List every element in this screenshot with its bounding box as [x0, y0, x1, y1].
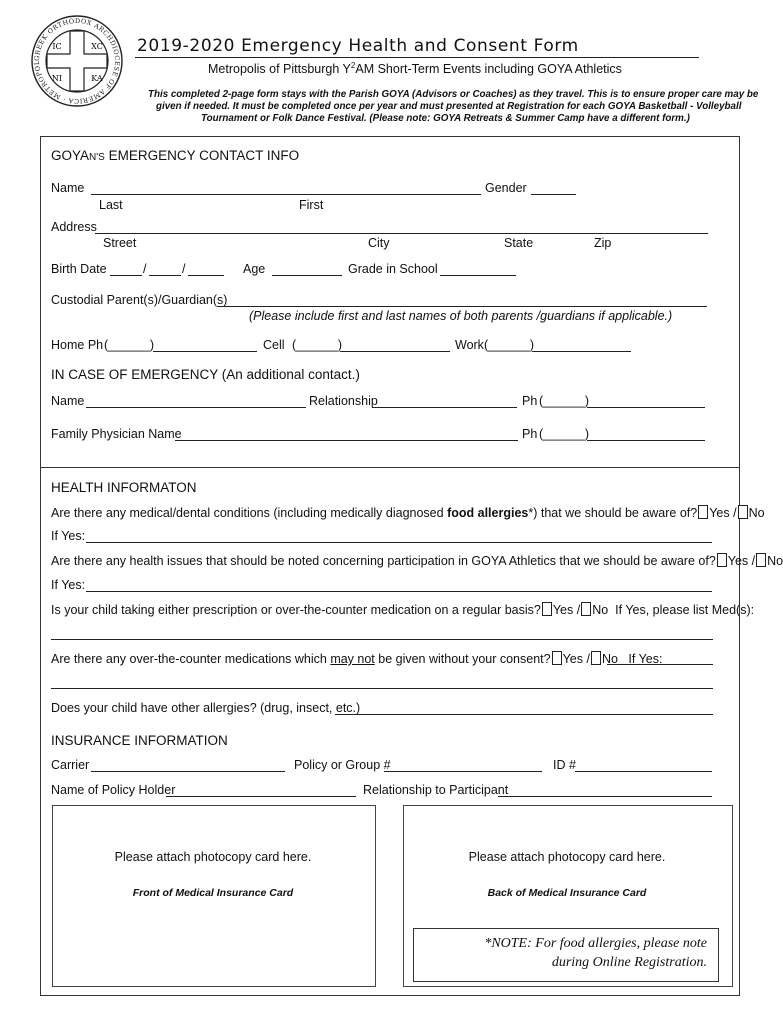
emergency-name-label: Name — [51, 394, 85, 408]
state-caption: State — [504, 236, 534, 250]
name-label: Name — [51, 181, 85, 195]
emergency-ph-area[interactable]: (______) — [539, 394, 590, 408]
birth-year-field[interactable] — [188, 275, 224, 276]
cell-label: Cell — [263, 338, 285, 352]
note-line-1: *NOTE: For food allergies, please note — [484, 936, 707, 951]
birth-day-field[interactable] — [149, 275, 181, 276]
health-q1-text: Are there any medical/dental conditions (including medically diagnosed — [51, 506, 448, 520]
physician-ph-area[interactable]: (______) — [539, 427, 590, 441]
custodial-label: Custodial Parent(s)/Guardian(s) — [51, 293, 228, 307]
q2-slash: / — [751, 554, 756, 568]
policy-label: Policy or Group # — [294, 758, 391, 772]
intro-line-1: This completed 2-page form stays with the Parish GOYA (Advisors or Coaches) as they travel. This is to ensure proper care may be — [148, 89, 759, 100]
policy-holder-field[interactable] — [166, 796, 356, 797]
q1-no-label: No — [748, 506, 765, 520]
health-q4 — [51, 651, 662, 666]
form-title: 2019-2020 Emergency Health and Consent Form — [137, 36, 579, 56]
first-caption: First — [299, 198, 324, 212]
home-ph-area[interactable]: (______) — [104, 338, 155, 352]
health-q2-text: Are there any health issues that should be noted concerning participation in GOYA Athletics that we should be aware of? — [51, 554, 716, 568]
back-card-caption: Back of Medical Insurance Card — [487, 887, 647, 899]
q1-no-checkbox[interactable] — [738, 505, 748, 519]
svg-text:NI: NI — [51, 74, 63, 83]
age-field[interactable] — [272, 275, 342, 276]
custodial-note: (Please include first and last names of both parents /guardians if applicable.) — [249, 309, 673, 323]
carrier-field[interactable] — [91, 771, 285, 772]
id-field[interactable] — [575, 771, 712, 772]
q1-slash: / — [733, 506, 737, 520]
front-card-attach-text: Please attach photocopy card here. — [114, 850, 312, 864]
name-field[interactable] — [91, 194, 481, 195]
intro-line-2: given if needed. It must be completed once per year and must presented at Registration for each GOYA Basketball - Volleyball — [156, 101, 742, 112]
emergency-relationship-field[interactable] — [372, 407, 517, 408]
city-caption: City — [368, 236, 390, 250]
custodial-field[interactable] — [217, 306, 707, 307]
q2-no-checkbox[interactable] — [756, 553, 766, 567]
q4-no-checkbox[interactable] — [591, 651, 601, 665]
health-q4-tail: be given without your consent? — [374, 652, 551, 666]
health-q2 — [51, 553, 783, 568]
health-q3-text: Is your child taking either prescription or over-the-counter medication on a regular basis? — [51, 603, 541, 617]
q3-no-label: No — [592, 603, 609, 617]
svg-text:XC: XC — [91, 42, 103, 51]
subtitle-superscript: 2 — [350, 61, 356, 70]
emergency-heading: IN CASE OF EMERGENCY (An additional contact.) — [51, 367, 360, 382]
q4-yes-label: Yes — [562, 652, 583, 666]
physician-ph-field[interactable] — [587, 440, 705, 441]
q2-yes-label: Yes — [727, 554, 749, 568]
q3-no-checkbox[interactable] — [581, 602, 591, 616]
emergency-name-field[interactable] — [86, 407, 306, 408]
home-ph-field[interactable] — [153, 351, 257, 352]
q3-if-yes-text: If Yes, please list Med(s): — [615, 603, 755, 617]
zip-caption: Zip — [594, 236, 612, 250]
svg-text:KA: KA — [91, 74, 103, 83]
q4-if-yes-field-inline[interactable] — [607, 664, 713, 665]
q4-no-label: No — [601, 652, 618, 666]
work-label: Work — [455, 338, 484, 352]
q1-if-yes-label: If Yes: — [51, 529, 86, 543]
carrier-label: Carrier — [51, 758, 90, 772]
contact-heading-pre: GOYA — [51, 148, 90, 163]
physician-ph-label: Ph — [522, 427, 538, 441]
emergency-relationship-label: Relationship — [309, 394, 378, 408]
health-q1 — [51, 505, 765, 520]
physician-label: Family Physician Name — [51, 427, 182, 441]
health-q5: Does your child have other allergies? (drug, insect, etc.) — [51, 701, 361, 715]
q2-if-yes-label: If Yes: — [51, 578, 86, 592]
address-field[interactable] — [95, 233, 708, 234]
archdiocese-seal — [30, 14, 124, 108]
form-subtitle — [208, 61, 622, 76]
last-caption: Last — [99, 198, 123, 212]
q4-if-yes-field[interactable] — [51, 688, 713, 689]
relationship-participant-field[interactable] — [498, 796, 712, 797]
q4-if-yes-label: If Yes: — [628, 652, 663, 666]
gender-label: Gender — [485, 181, 527, 195]
policy-field[interactable] — [384, 771, 542, 772]
q4-yes-checkbox[interactable] — [552, 651, 562, 665]
gender-field[interactable] — [531, 194, 576, 195]
birth-date-label: Birth Date — [51, 262, 107, 276]
physician-field[interactable] — [175, 440, 518, 441]
subtitle-text-tail: AM Short-Term Events including GOYA Athletics — [355, 62, 622, 77]
health-q1-bold: food allergies — [447, 506, 529, 520]
health-q3 — [51, 602, 754, 617]
cell-area[interactable]: (______) — [292, 338, 343, 352]
home-ph-label: Home Ph — [51, 338, 104, 352]
insurance-heading: INSURANCE INFORMATION — [51, 733, 228, 748]
q5-field[interactable] — [335, 714, 713, 715]
q3-slash: / — [576, 603, 581, 617]
section-divider — [40, 467, 739, 468]
contact-heading-post: EMERGENCY CONTACT INFO — [104, 148, 300, 163]
q2-if-yes-field[interactable] — [86, 591, 712, 592]
note-line-2: during Online Registration. — [551, 955, 707, 970]
grade-field[interactable] — [440, 275, 516, 276]
q2-yes-checkbox[interactable] — [717, 553, 727, 567]
intro-line-3: Tournament or Folk Dance Festival. (Please note: GOYA Retreats & Summer Camp have a different form.) — [201, 113, 690, 124]
work-area[interactable]: (______) — [484, 338, 535, 352]
q3-yes-checkbox[interactable] — [542, 602, 552, 616]
title-rule — [135, 57, 699, 58]
street-caption: Street — [103, 236, 137, 250]
back-card-attach-text: Please attach photocopy card here. — [468, 850, 666, 864]
q1-yes-label: Yes — [709, 506, 730, 520]
relationship-participant-label: Relationship to Participant — [363, 783, 509, 797]
q3-meds-field[interactable] — [51, 639, 713, 640]
birth-date-slash-2: / — [182, 262, 186, 276]
birth-date-slash: / — [143, 262, 147, 276]
id-label: ID # — [553, 758, 576, 772]
q3-yes-label: Yes — [552, 603, 574, 617]
work-field[interactable] — [532, 351, 631, 352]
address-label: Address — [51, 220, 97, 234]
subtitle-text: Metropolis of Pittsburgh Y — [208, 62, 351, 77]
svg-text:IC: IC — [52, 42, 62, 51]
emergency-ph-field[interactable] — [587, 407, 705, 408]
front-card-caption: Front of Medical Insurance Card — [132, 887, 294, 899]
svg-text:GREEK ORTHODOX ARCHDIOCESE OF: GREEK ORTHODOX ARCHDIOCESE OF AMERICA · METROPOL — [32, 16, 122, 106]
q4-slash: / — [586, 652, 590, 666]
health-q1-tail: *) that we should be aware of? — [528, 506, 698, 520]
emergency-ph-label: Ph — [522, 394, 538, 408]
health-heading: HEALTH INFORMATON — [51, 480, 197, 495]
cell-field[interactable] — [340, 351, 450, 352]
birth-month-field[interactable] — [110, 275, 142, 276]
age-label: Age — [243, 262, 266, 276]
health-q4-underline: may not — [330, 652, 375, 666]
policy-holder-label: Name of Policy Holder — [51, 783, 176, 797]
q2-no-label: No — [767, 554, 783, 568]
contact-heading-small: N'S — [89, 152, 105, 163]
q1-yes-checkbox[interactable] — [698, 505, 708, 519]
health-q4-text: Are there any over-the-counter medications which — [51, 652, 331, 666]
q1-if-yes-field[interactable] — [86, 542, 712, 543]
contact-heading — [51, 148, 299, 163]
grade-label: Grade in School — [348, 262, 438, 276]
